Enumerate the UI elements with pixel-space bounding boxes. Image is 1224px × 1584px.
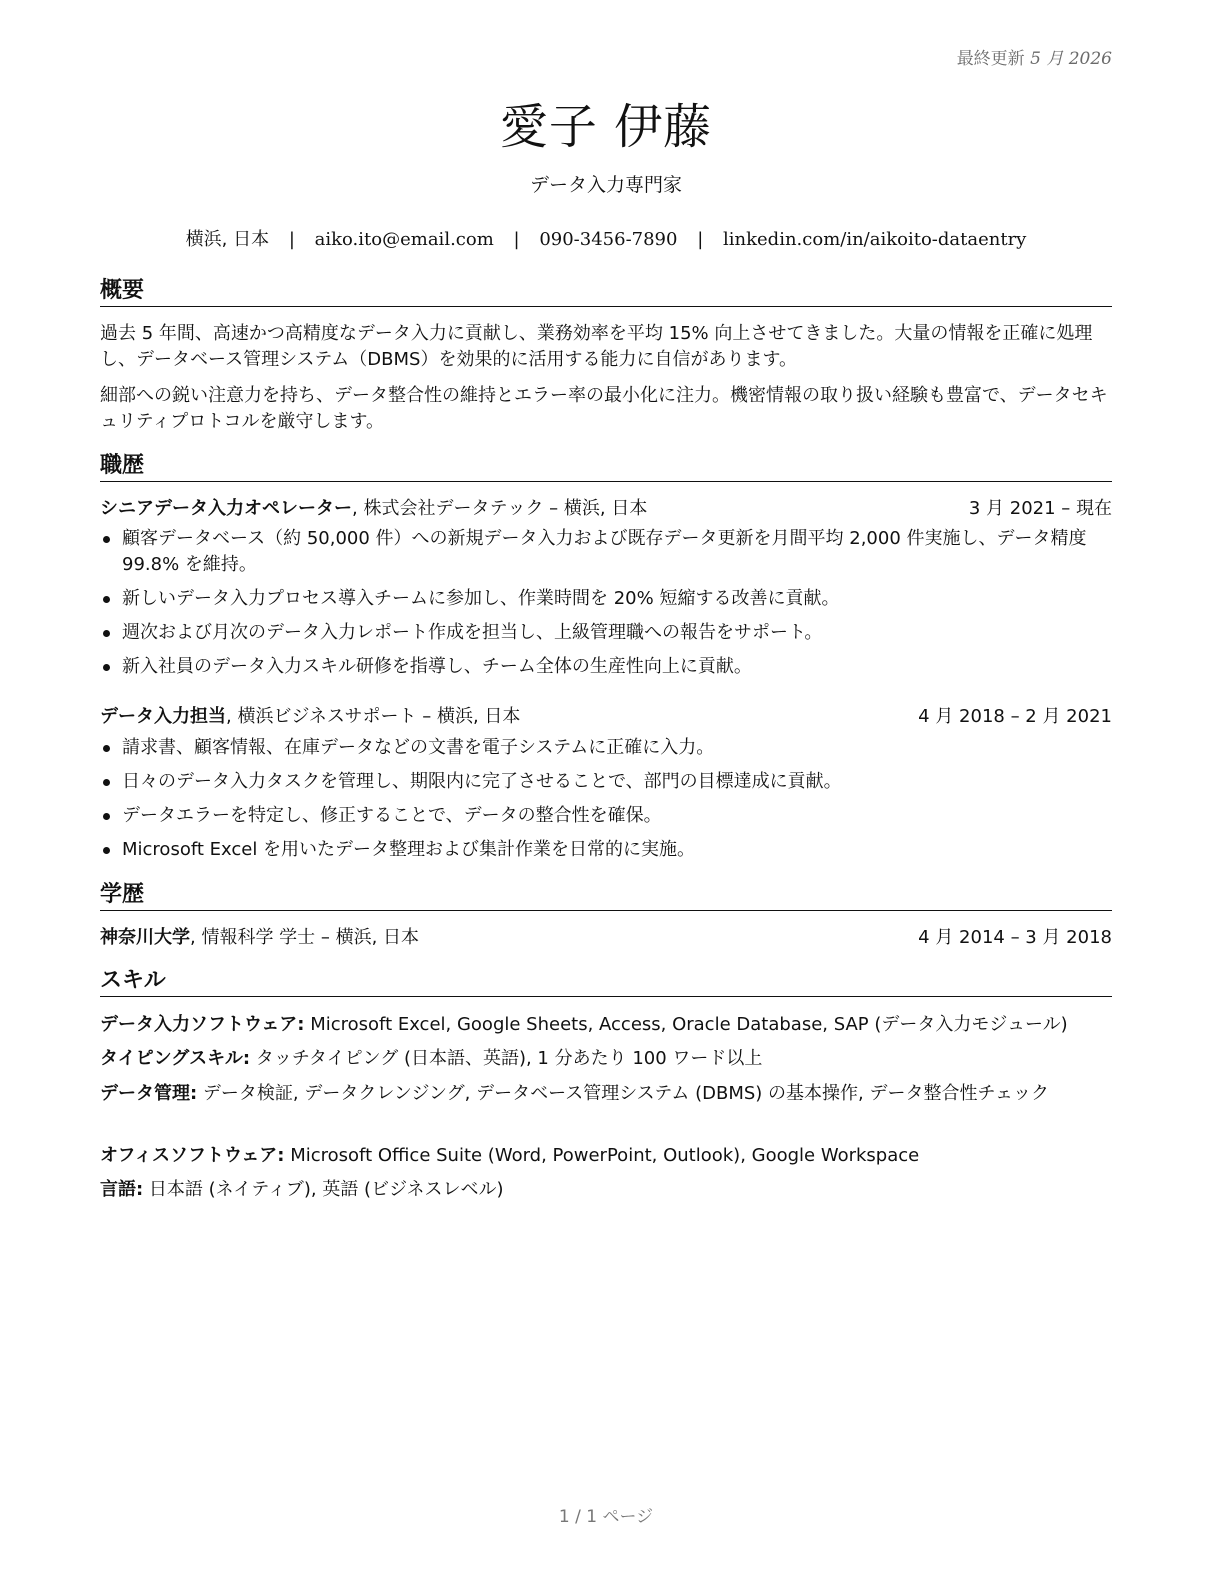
list-item: Microsoft Excel を用いたデータ整理および集計作業を日常的に実施。 xyxy=(100,837,1112,863)
list-item: データエラーを特定し、修正することで、データの整合性を確保。 xyxy=(100,803,1112,829)
education-dates: 4 月 2014 – 3 月 2018 xyxy=(918,927,1112,948)
job-dates: 4 月 2018 – 2 月 2021 xyxy=(918,706,1112,727)
education-school: 神奈川大学 xyxy=(100,927,190,948)
summary-paragraph: 細部への鋭い注意力を持ち、データ整合性の維持とエラー率の最小化に注力。機密情報の取り扱い経験も豊富で、データセキュリティプロトコルを厳守します。 xyxy=(100,385,1108,432)
skill-row xyxy=(100,1177,1112,1203)
contact-email[interactable]: aiko.ito@email.com xyxy=(314,229,494,250)
education-detail: , 情報科学 学士 – 横浜, 日本 xyxy=(190,927,420,948)
skill-row xyxy=(100,1143,1112,1169)
section-heading-summary: 概要 xyxy=(100,278,1112,307)
contact-linkedin[interactable]: linkedin.com/in/aikoito-dataentry xyxy=(723,229,1027,250)
list-item: 新しいデータ入力プロセス導入チームに参加し、作業時間を 20% 短縮する改善に貢献。 xyxy=(100,586,1112,612)
resume-page xyxy=(100,0,1112,1584)
job-org: , 横浜ビジネスサポート – 横浜, 日本 xyxy=(226,706,521,727)
skill-row xyxy=(100,1081,1112,1107)
list-item: 新入社員のデータ入力スキル研修を指導し、チーム全体の生産性向上に貢献。 xyxy=(100,654,1112,680)
last-updated xyxy=(957,44,1112,69)
last-updated-year: 2026 xyxy=(1068,49,1112,69)
skill-key: データ管理: xyxy=(100,1083,198,1104)
skill-value: Microsoft Excel, Google Sheets, Access, Oracle Database, SAP (データ入力モジュール) xyxy=(304,1014,1068,1035)
skill-value: 日本語 (ネイティブ), 英語 (ビジネスレベル) xyxy=(143,1179,504,1200)
section-heading-experience: 職歴 xyxy=(100,453,1112,482)
job-bullets xyxy=(100,735,1112,871)
last-updated-month: 5 月 xyxy=(1030,49,1064,69)
contact-location: 横浜, 日本 xyxy=(185,229,270,250)
contact-separator: | xyxy=(697,229,704,250)
job-role: シニアデータ入力オペレーター xyxy=(100,498,352,519)
contact-line xyxy=(100,225,1112,251)
page-number: 1 / 1 ページ xyxy=(558,1507,654,1527)
summary-paragraph: 過去 5 年間、高速かつ高精度なデータ入力に貢献し、業務効率を平均 15% 向上させてきました。大量の情報を正確に処理し、データベース管理システム（DBMS）を効果的に活用する能力に自信があります。 xyxy=(100,323,1093,370)
contact-phone: 090-3456-7890 xyxy=(539,229,678,250)
job-role: データ入力担当 xyxy=(100,706,226,727)
skill-value: データ検証, データクレンジング, データベース管理システム (DBMS) の基本操作, データ整合性チェック xyxy=(197,1083,1049,1104)
skill-value: タッチタイピング (日本語、英語), 1 分あたり 100 ワード以上 xyxy=(250,1048,763,1069)
skill-key: オフィスソフトウェア: xyxy=(100,1145,285,1166)
list-item: 週次および月次のデータ入力レポート作成を担当し、上級管理職への報告をサポート。 xyxy=(100,620,1112,646)
last-updated-prefix: 最終更新 xyxy=(956,49,1025,69)
skill-value: Microsoft Office Suite (Word, PowerPoint, Outlook), Google Workspace xyxy=(284,1145,920,1166)
section-heading-skills: スキル xyxy=(100,968,1112,997)
candidate-name: 愛子 伊藤 xyxy=(499,99,713,155)
skill-row xyxy=(100,1012,1112,1038)
job-dates: 3 月 2021 – 現在 xyxy=(968,498,1112,519)
skill-key: 言語: xyxy=(100,1179,144,1200)
job-header xyxy=(100,497,1112,521)
skill-key: タイピングスキル: xyxy=(100,1048,251,1069)
education-row xyxy=(100,926,1112,950)
list-item: 日々のデータ入力タスクを管理し、期限内に完了させることで、部門の目標達成に貢献。 xyxy=(100,769,1112,795)
job-org: , 株式会社データテック – 横浜, 日本 xyxy=(352,498,648,519)
skill-row xyxy=(100,1046,1112,1072)
job-bullets xyxy=(100,526,1112,688)
job-header xyxy=(100,705,1112,729)
contact-separator: | xyxy=(513,229,520,250)
list-item: 請求書、顧客情報、在庫データなどの文書を電子システムに正確に入力。 xyxy=(100,735,1112,761)
contact-separator: | xyxy=(288,229,295,250)
candidate-title: データ入力専門家 xyxy=(529,174,682,196)
skill-key: データ入力ソフトウェア: xyxy=(100,1014,305,1035)
section-heading-education: 学歴 xyxy=(100,882,1112,911)
list-item: 顧客データベース（約 50,000 件）への新規データ入力および既存データ更新を月間平均 2,000 件実施し、データ精度 99.8% を維持。 xyxy=(100,526,1112,578)
